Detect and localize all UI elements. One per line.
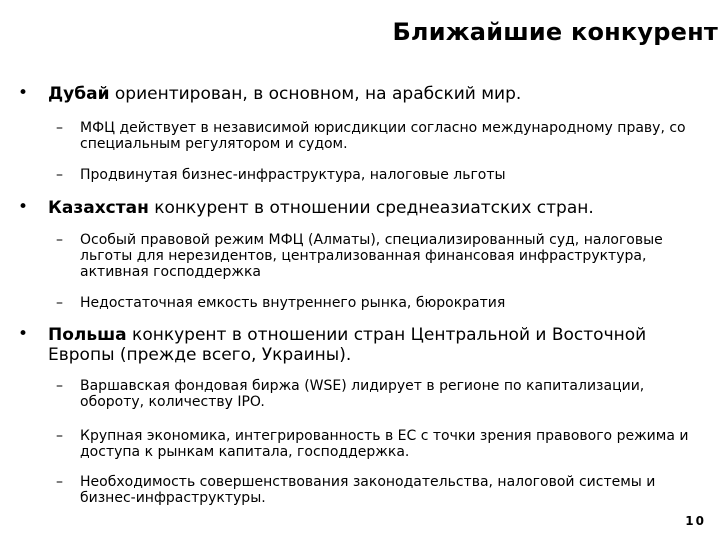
page-number: 10: [685, 514, 706, 528]
bullet-text: ориентирован, в основном, на арабский мир.: [109, 84, 522, 104]
sub-bullet: [56, 378, 690, 410]
bullet-kazakhstan: [18, 197, 698, 218]
dash-marker: –: [56, 232, 63, 248]
bullet-dubai: [18, 83, 698, 104]
sub-bullet: [56, 474, 690, 506]
sub-bullet: [56, 428, 690, 460]
sub-bullet-text: МФЦ действует в независимой юрисдикции согласно международному праву, со специальным регулятором и судом.: [80, 120, 686, 152]
bullet-text: конкурент в отношении стран Центральной и Восточной Европы (прежде всего, Украины).: [48, 325, 647, 365]
sub-bullet-text: Недостаточная емкость внутреннего рынка, бюрократия: [80, 295, 506, 311]
sub-bullet: [56, 295, 690, 311]
bullet-text: конкурент в отношении среднеазиатских стран.: [148, 198, 594, 218]
dash-marker: –: [56, 120, 63, 136]
dash-marker: –: [56, 428, 63, 444]
dash-marker: –: [56, 378, 63, 394]
bullet-marker: •: [18, 83, 29, 103]
dash-marker: –: [56, 295, 63, 311]
country-name: Дубай: [48, 84, 110, 104]
sub-bullet: [56, 120, 690, 152]
country-name: Казахстан: [48, 198, 149, 218]
sub-bullet-text: Особый правовой режим МФЦ (Алматы), специализированный суд, налоговые льготы для нерезидентов, централизованная финансовая инфраструктура, активная господдержка: [80, 232, 663, 280]
slide-title: Ближайшие конкурент: [392, 18, 718, 46]
bullet-marker: •: [18, 324, 29, 344]
country-name: Польша: [48, 325, 127, 345]
bullet-poland: [18, 324, 698, 365]
dash-marker: –: [56, 167, 63, 183]
sub-bullet: [56, 232, 690, 280]
sub-bullet: [56, 167, 690, 183]
sub-bullet-text: Необходимость совершенствования законодательства, налоговой системы и бизнес-инфраструктуры.: [80, 474, 656, 506]
sub-bullet-text: Варшавская фондовая биржа (WSE) лидирует в регионе по капитализации, обороту, количеству IPO.: [80, 378, 645, 410]
dash-marker: –: [56, 474, 63, 490]
bullet-marker: •: [18, 197, 29, 217]
sub-bullet-text: Крупная экономика, интегрированность в ЕС с точки зрения правового режима и доступа к рынкам капитала, господдержка.: [80, 428, 689, 460]
sub-bullet-text: Продвинутая бизнес-инфраструктура, налоговые льготы: [80, 167, 506, 183]
